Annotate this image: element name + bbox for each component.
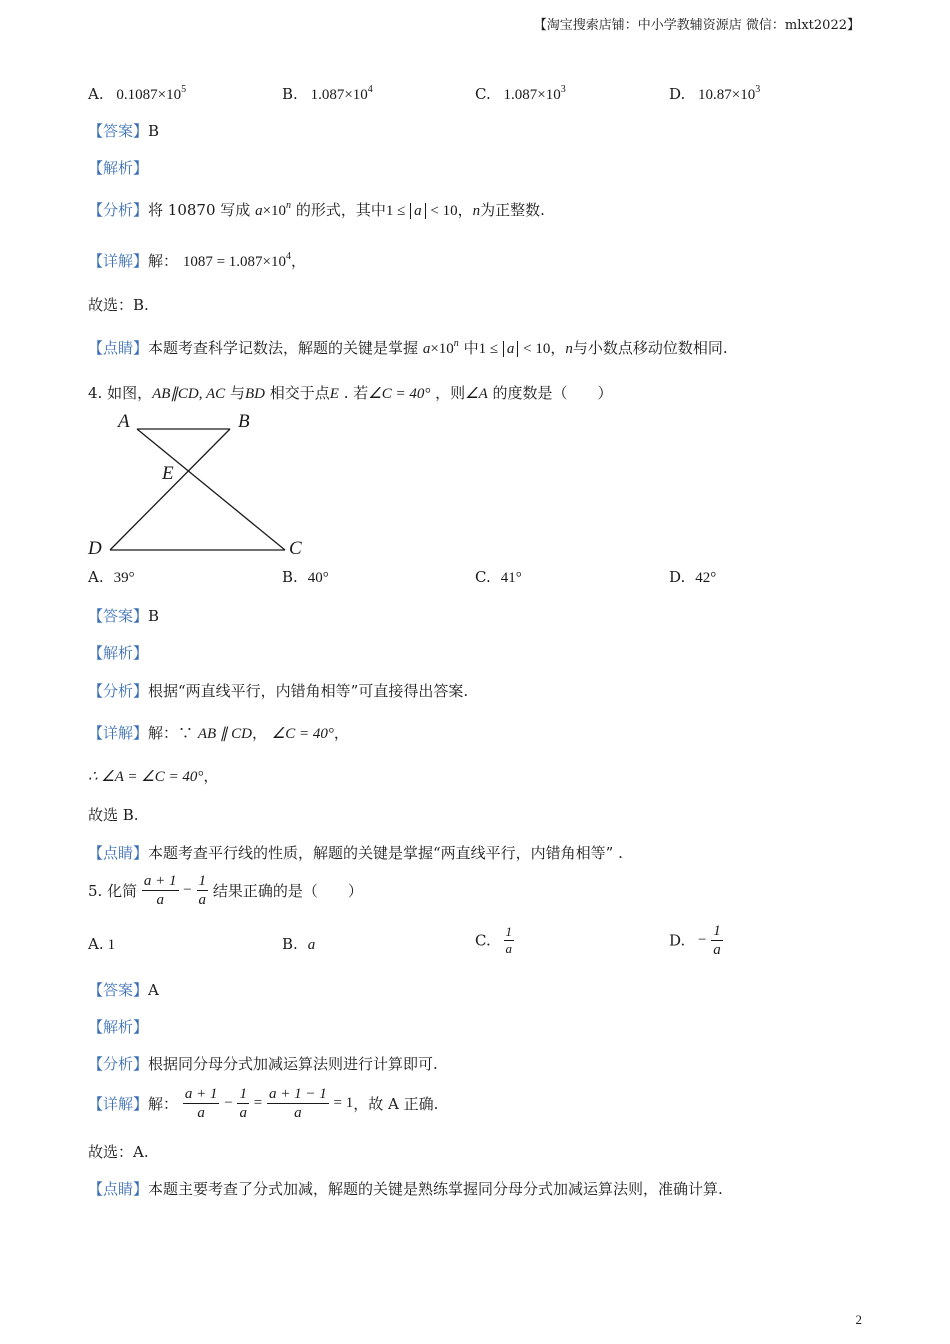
label-c: C [289, 538, 302, 559]
q5-option-d-fraction: $\frac{1}{a}$ [713, 923, 721, 958]
q3-analysis: 【分析】将 10870 写成 $a\times 10^n$ 的形式，其中1 ≤ a < 10，n为正整数. [88, 200, 545, 219]
label-a: A [118, 411, 130, 432]
page-number: 2 [855, 1312, 862, 1327]
segment-ac [137, 429, 285, 550]
q3-choose: 故选：B. [88, 296, 149, 314]
q4-stem: 4. 如图，AB∥CD, AC 与BD 相交于点E . 若∠C = 40° ，则∠A 的度数是（ ） [88, 384, 613, 402]
q5-choose: 故选：A. [88, 1143, 149, 1161]
q4-option-b: B. 40° [282, 568, 329, 586]
q5-detail: 【详解】解： $\frac{a + 1}{a}$ − $\frac{1}{a}$ = $\frac{a + 1 - 1}{a}$ = 1，故 A 正确. [88, 1086, 439, 1121]
q3-option-a: A. $0.1087\times 10^5$ [88, 84, 187, 103]
q3-comment: 【点睛】本题考查科学记数法，解题的关键是掌握 $a\times 10^n$ 中1 ≤ a < 10，n与小数点移动位数相同. [88, 338, 728, 357]
q4-therefore: ∴ ∠A = ∠C = 40°， [88, 767, 219, 785]
q5-stem: 5. 化简 $\frac{a + 1}{a}$ − $\frac{1}{a}$ 结果正确的是（ ） [88, 873, 363, 908]
q5-option-c-fraction: $\frac{1}{a}$ [505, 924, 512, 956]
q3-jiexi-tag: 【解析】 [88, 159, 149, 177]
q4-choose: 故选 B. [88, 806, 139, 824]
label-b: B [238, 411, 250, 432]
q5-answer: 【答案】A [88, 981, 159, 999]
q3-answer: 【答案】B [88, 122, 160, 140]
q5-option-b: B. a [282, 935, 316, 953]
q3-option-c: C. $1.087\times 10^3$ [475, 84, 566, 103]
q5-analysis: 【分析】根据同分母分式加减运算法则进行计算即可. [88, 1055, 438, 1073]
q5-stem-fraction-1: $\frac{a + 1}{a}$ [143, 873, 177, 908]
q4-option-a: A. 39° [88, 568, 135, 586]
q4-detail: 【详解】解：∵ AB ∥ CD， ∠C = 40°， [88, 724, 349, 742]
q5-option-d: D. − $\frac{1}{a}$ [669, 923, 721, 958]
q5-comment: 【点睛】本题主要考查了分式加减，解题的关键是熟练掌握同分母分式加减运算法则，准确计算. [88, 1180, 723, 1198]
q5-detail-fraction-2: $\frac{1}{a}$ [239, 1086, 247, 1121]
q5-option-c: C. $\frac{1}{a}$ [475, 924, 512, 956]
q5-detail-fraction-3: $\frac{a + 1 - 1}{a}$ [269, 1086, 327, 1121]
label-d: D [88, 538, 102, 559]
q3-option-d: D. $10.87\times 10^3$ [669, 84, 761, 103]
label-e: E [162, 463, 174, 484]
q4-figure [80, 405, 320, 565]
q4-analysis: 【分析】根据“两直线平行，内错角相等”可直接得出答案. [88, 682, 469, 700]
q3-option-b: B. $1.087\times 10^4$ [282, 84, 373, 103]
q4-answer: 【答案】B [88, 607, 160, 625]
q5-stem-fraction-2: $\frac{1}{a}$ [198, 873, 207, 908]
q4-option-c: C. 41° [475, 568, 522, 586]
q3-detail: 【详解】解： $1087 = 1.087\times 10^4$， [88, 251, 306, 270]
q4-jiexi-tag: 【解析】 [88, 644, 149, 662]
q5-option-a: A. 1 [88, 935, 116, 953]
page-header: 【淘宝搜索店铺：中小学教辅资源店 微信：mlxt2022】 [533, 18, 860, 33]
q5-jiexi-tag: 【解析】 [88, 1018, 149, 1036]
q5-detail-fraction-1: $\frac{a + 1}{a}$ [184, 1086, 218, 1121]
q4-option-d: D. 42° [669, 568, 717, 586]
q4-comment: 【点睛】本题考查平行线的性质，解题的关键是掌握“两直线平行，内错角相等” . [88, 844, 623, 862]
